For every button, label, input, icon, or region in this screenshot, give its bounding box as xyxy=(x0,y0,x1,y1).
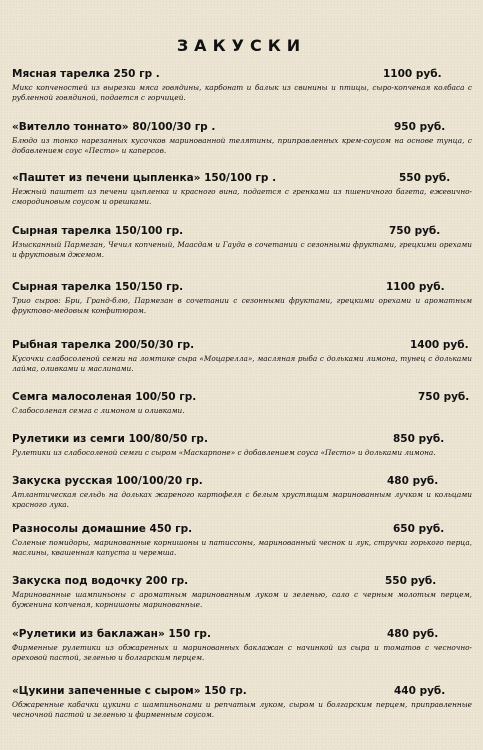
item-price: 750 руб. xyxy=(389,225,441,237)
item-description: Соленые помидоры, маринованные корнишоны и патиссоны, маринованный чеснок и лук, стручки горького перца, маслины, квашенная капуста и черемша. xyxy=(12,538,472,557)
item-name: «Цукини запеченные с сыром» 150 гр. xyxy=(12,685,247,697)
menu-item xyxy=(12,685,472,719)
item-description: Атлантическая сельдь на дольках жареного картофеля с белым хрустящим маринованным лучком и кольцами красного лука. xyxy=(12,490,472,509)
item-name: Мясная тарелка 250 гр . xyxy=(12,68,160,80)
menu-item xyxy=(12,628,472,662)
item-description: Кусочки слабосоленой семги на ломтике сыра «Моцарелла», масляная рыба с дольками лимона, тунец с дольками лайма, оливками и маслинами. xyxy=(12,354,472,373)
item-price: 850 руб. xyxy=(393,433,445,445)
item-price: 750 руб. xyxy=(418,391,470,403)
item-price: 550 руб. xyxy=(385,575,437,587)
menu-item xyxy=(12,433,472,458)
item-price: 1100 руб. xyxy=(386,281,445,293)
menu-item xyxy=(12,68,472,102)
item-price: 950 руб. xyxy=(394,121,446,133)
item-description: Изысканный Пармезан, Чечил копченый, Маасдам и Гауда в сочетании с сезонными фруктами, грецкими орехами и фруктовым джемом. xyxy=(12,240,472,259)
menu-item xyxy=(12,225,472,259)
menu-item xyxy=(12,281,472,315)
menu-item xyxy=(12,391,472,416)
item-description: Нежный паштет из печени цыпленка и красного вина, подается с гренками из пшеничного багета, ежевично-смородиновым соусом и орешками. xyxy=(12,187,472,206)
menu-item xyxy=(12,575,472,609)
item-price: 550 руб. xyxy=(399,172,451,184)
item-name: Семга малосоленая 100/50 гр. xyxy=(12,391,197,403)
item-description: Слабосоленая семга с лимоном и оливками. xyxy=(12,406,185,415)
menu-item xyxy=(12,523,472,557)
menu-item xyxy=(12,172,472,206)
item-name: Сырная тарелка 150/100 гр. xyxy=(12,225,184,237)
item-name: Закуска под водочку 200 гр. xyxy=(12,575,189,587)
item-price: 440 руб. xyxy=(394,685,446,697)
item-description: Рулетики из слабосоленой семги с сыром «Маскарпоне» с добавлением соуса «Песто» и дольками лимона. xyxy=(12,448,436,457)
item-name: Закуска русская 100/100/20 гр. xyxy=(12,475,203,487)
item-price: 650 руб. xyxy=(393,523,445,535)
item-name: «Рулетики из баклажан» 150 гр. xyxy=(12,628,211,640)
item-description: Блюдо из тонко нарезанных кусочков маринованной телятины, приправленных крем-соусом на основе тунца, с добавлением соус «Песто» и каперсов. xyxy=(12,136,472,155)
item-name: Рулетики из семги 100/80/50 гр. xyxy=(12,433,208,445)
item-description: Обжаренные кабачки цукини с шампиньонами и репчатым луком, сыром и болгарским перцем, приправленные чесночной пастой и зеленью и фирменным соусом. xyxy=(12,700,472,719)
item-price: 1100 руб. xyxy=(383,68,442,80)
item-name: «Вителло тоннато» 80/100/30 гр . xyxy=(12,121,216,133)
page-title: ЗАКУСКИ xyxy=(176,36,307,55)
item-name: Рыбная тарелка 200/50/30 гр. xyxy=(12,339,195,351)
item-price: 1400 руб. xyxy=(410,339,469,351)
item-name: «Паштет из печени цыпленка» 150/100 гр . xyxy=(12,172,277,184)
item-description: Фирменные рулетики из обжаренных и маринованных баклажан с начинкой из сыра и томатов с чесночно-ореховой пастой, зеленью и болгарским перцем. xyxy=(12,643,472,662)
item-description: Маринованные шампиньоны с ароматным маринованным луком и зеленью, сало с черным молотым перцем, буженина копченая, корнишоны маринованные. xyxy=(12,590,472,609)
item-name: Сырная тарелка 150/150 гр. xyxy=(12,281,184,293)
item-price: 480 руб. xyxy=(387,628,439,640)
item-name: Разносолы домашние 450 гр. xyxy=(12,523,193,535)
menu-item xyxy=(12,121,472,155)
item-description: Трио сыров: Бри, Гранд-блю, Пармезан в сочетании с сезонными фруктами, грецкими орехами и ароматным фруктово-медовым конфитюром. xyxy=(12,296,472,315)
menu-item xyxy=(12,339,472,373)
item-description: Микс копченостей из вырезки мяса говядины, карбонат и балык из свинины и птицы, сыро-копченая колбаса с рубленной говядиной, подается с горчицей. xyxy=(12,83,472,102)
menu-item xyxy=(12,475,472,509)
item-price: 480 руб. xyxy=(387,475,439,487)
